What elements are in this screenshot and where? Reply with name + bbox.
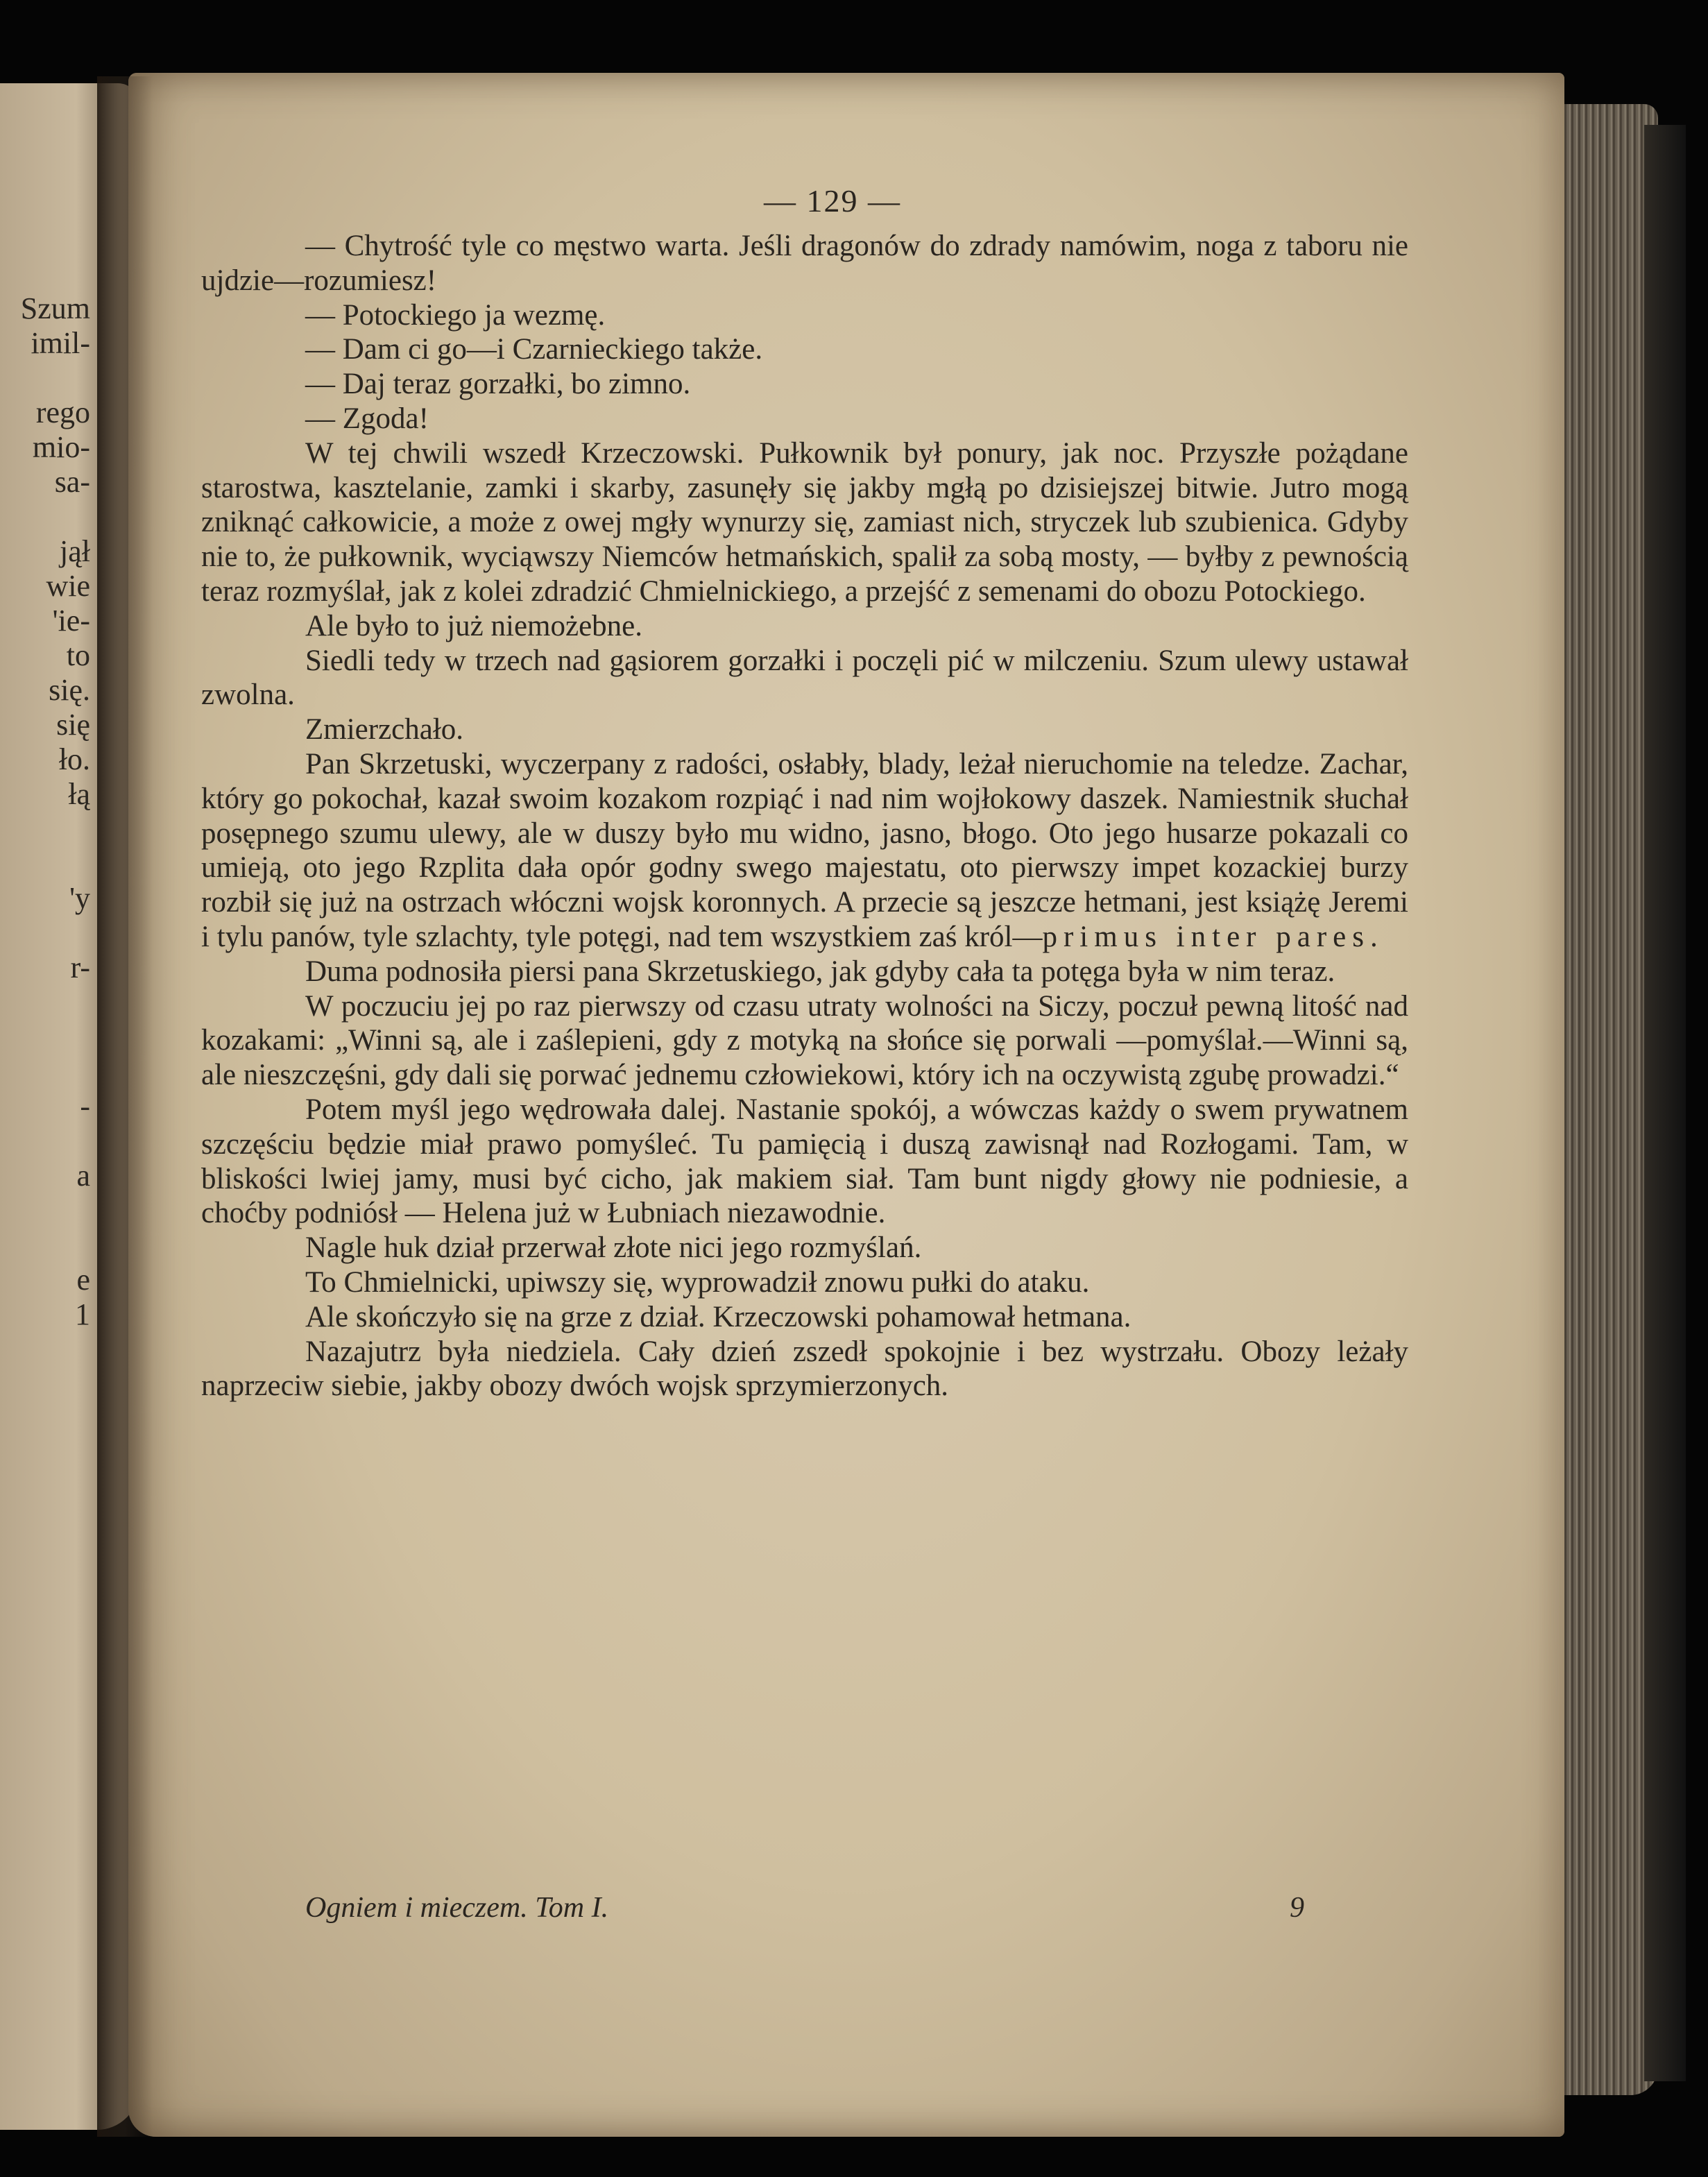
paragraph: — Daj teraz gorzałki, bo zimno.: [305, 368, 691, 401]
left-fragment: [0, 916, 90, 950]
paragraph: Ale było to już niemożebne.: [305, 609, 642, 642]
left-fragment: [0, 361, 90, 395]
left-fragment: wie: [46, 569, 90, 603]
paragraph: Duma podnosiła piersi pana Skrzetuskiego, jak gdyby cała ta potęga była w nim teraz.: [305, 955, 1335, 988]
left-fragment: sa-: [54, 465, 90, 499]
left-fragment: Szum: [20, 291, 90, 325]
left-fragment: imil-: [31, 326, 90, 360]
left-fragment: rego: [35, 395, 90, 429]
page-text-block: [201, 173, 1408, 1403]
paragraph: Nazajutrz była niedziela. Cały dzień zszedł spokojnie i bez wystrzału. Obozy leżały naprzeciw siebie, jakby obozy dwóch wojsk sprzymierzonych.: [201, 1335, 1408, 1403]
page-number-header: — 129 —: [764, 183, 901, 219]
paragraph: Nagle huk dział przerwał złote nici jego rozmyślań.: [305, 1231, 922, 1265]
paragraph: — Potockiego ja wezmę.: [305, 298, 606, 332]
paragraph: — Zgoda!: [305, 402, 429, 435]
left-fragment: e: [76, 1263, 90, 1297]
paragraph: — Chytrość tyle co męstwo warta. Jeśli dragonów do zdrady namówim, noga z taboru nie ujdzie—rozumiesz!: [201, 230, 1408, 297]
left-fragment: się: [56, 708, 90, 742]
left-fragment: 1: [75, 1297, 90, 1331]
paragraph: — Dam ci go—i Czarnieckiego także.: [305, 333, 763, 366]
left-fragment: to: [66, 638, 90, 672]
paragraph-with-spaced-phrase: [201, 747, 1408, 955]
paragraph: Potem myśl jego wędrowała dalej. Nastanie spokój, a wówczas każdy o swem prywatnem szczęściu będzie miał prawo pomyśleć. Tu pamięcią i duszą zawisnął nad Rozłogami. Tam, w bliskości lwiej jamy, musi być cicho, jak makiem siał. Tam bunt nigdy głowy nie podniesie, a choćby podniósł — Helena już w Łubniach niezawodnie.: [201, 1093, 1408, 1230]
paragraph: W tej chwili wszedł Krzeczowski. Pułkownik był ponury, jak noc. Przyszłe pożądane starostwa, kasztelanie, zamki i skarby, zasunęły się jakby mgłą po dzisiejszej bitwie. Jutro mogą zniknąć całkowicie, a może z owej mgły wynurzy się, zamiast nich, stryczek lub szubienica. Gdyby nie to, że pułkownik, wyciąwszy Niemców hetmańskich, spalił za sobą mosty, — byłby z pewnością teraz rozmyślał, jak z kolei zdradzić Chmielnickiego, a przejść z semenami do obozu Potockiego.: [201, 436, 1408, 608]
left-fragment: r-: [70, 950, 90, 984]
paragraph: Siedli tedy w trzech nad gąsiorem gorzałki i poczęli pić w milczeniu. Szum ulewy ustawał zwolna.: [201, 644, 1408, 712]
paragraph-text: Pan Skrzetuski, wyczerpany z radości, osłabły, blady, leżał nieruchomie na teledze. Zachar, który go pokochał, kazał swoim kozakom rozpiąć i nad nim wojłokowy daszek. Namiestnik słuchał posępnego szumu ulewy, ale w duszy było mu widno, jasno, błogo. Oto jego husarze pokazali co umieją, oto jego Rzplita dała opór godny swego majestatu, oto pierwszy impet kozackiej burzy rozbił się już na ostrzach włóczni wojsk koronnych. A przecie są jeszcze hetmani, jest książę Jeremi i tylu panów, tyle szlachty, tyle potęgi, nad tem wszystkiem zaś król—: [201, 747, 1408, 953]
left-fragment: [0, 1020, 90, 1055]
left-fragment: -: [80, 1089, 90, 1123]
left-fragment: [0, 1124, 90, 1159]
paragraph: W poczuciu jej po raz pierwszy od czasu utraty wolności na Siczy, poczuł pewną litość nad kozakami: „Winni są, ale i zaślepieni, gdy z motyką na słońce się porwali —pomyślał.—Winni są, ale nieszczęśni, gdy dali się porwać jednemu człowiekowi, który ich na oczywistą zgubę prowadzi.“: [201, 989, 1408, 1092]
left-fragment: się.: [49, 673, 90, 707]
left-fragment: a: [76, 1159, 90, 1193]
gutter-shadow: [97, 76, 153, 2137]
left-fragment: ło.: [58, 742, 90, 776]
left-fragment: [0, 1193, 90, 1228]
left-fragment: [0, 846, 90, 881]
left-fragment: 'y: [69, 881, 90, 915]
left-fragment: [0, 500, 90, 534]
left-page-text-fragments: [0, 291, 90, 1332]
left-fragment: mio-: [32, 430, 90, 464]
footer-signature-mark: 9: [1290, 1892, 1304, 1924]
paragraph: To Chmielnicki, upiwszy się, wyprowadził znowu pułki do ataku.: [305, 1265, 1090, 1299]
left-fragment: łą: [68, 777, 90, 811]
left-fragment: [0, 1055, 90, 1089]
left-fragment: jął: [60, 534, 90, 568]
paragraph: Zmierzchało.: [305, 713, 464, 746]
left-fragment: 'ie-: [52, 604, 90, 638]
book-spine: [1644, 125, 1686, 2081]
left-fragment: [0, 1228, 90, 1263]
paragraph: Ale skończyło się na grze z dział. Krzeczowski pohamował hetmana.: [305, 1300, 1131, 1333]
footer-book-title: Ogniem i mieczem. Tom I.: [305, 1892, 609, 1924]
left-fragment: [0, 985, 90, 1020]
spaced-latin-phrase: primus inter pares.: [1042, 920, 1384, 953]
page-edges: [1554, 104, 1658, 2095]
page-footer: [305, 1891, 1304, 1924]
left-fragment: [0, 812, 90, 846]
